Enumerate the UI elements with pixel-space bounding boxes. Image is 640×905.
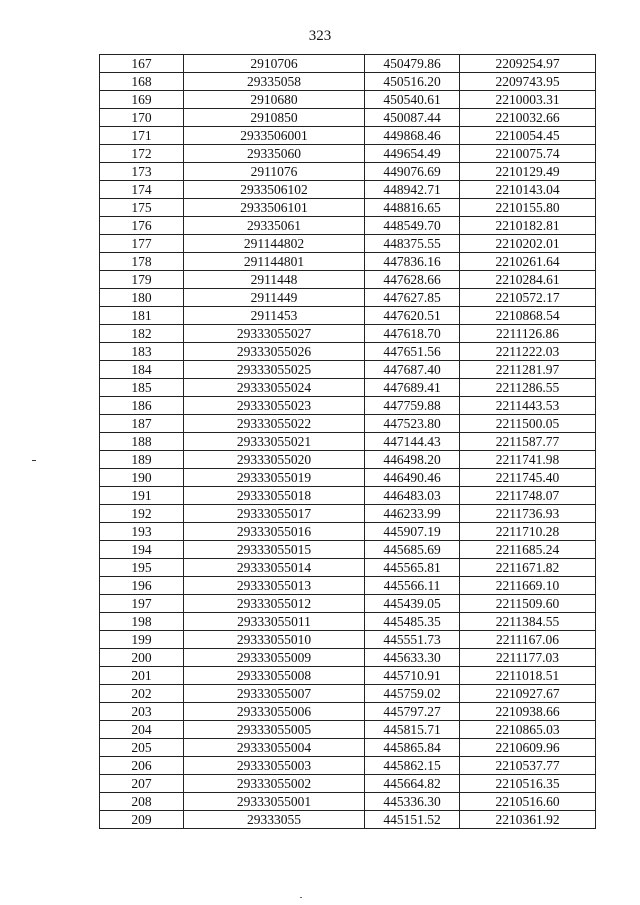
- x-coordinate-cell: 445151.52: [365, 811, 460, 829]
- x-coordinate-cell: 446498.20: [365, 451, 460, 469]
- x-coordinate-cell: 445485.35: [365, 613, 460, 631]
- point-id-cell: 29333055006: [184, 703, 365, 721]
- point-id-cell: 2910680: [184, 91, 365, 109]
- point-id-cell: 29333055002: [184, 775, 365, 793]
- row-index-cell: 168: [100, 73, 184, 91]
- point-id-cell: 29333055008: [184, 667, 365, 685]
- point-id-cell: 29333055026: [184, 343, 365, 361]
- x-coordinate-cell: 447689.41: [365, 379, 460, 397]
- point-id-cell: 29333055019: [184, 469, 365, 487]
- y-coordinate-cell: 2211587.77: [460, 433, 596, 451]
- row-index-cell: 202: [100, 685, 184, 703]
- row-index-cell: 183: [100, 343, 184, 361]
- y-coordinate-cell: 2211443.53: [460, 397, 596, 415]
- y-coordinate-cell: 2210868.54: [460, 307, 596, 325]
- point-id-cell: 2933506001: [184, 127, 365, 145]
- point-id-cell: 291144802: [184, 235, 365, 253]
- x-coordinate-cell: 445797.27: [365, 703, 460, 721]
- point-id-cell: 29333055012: [184, 595, 365, 613]
- x-coordinate-cell: 447144.43: [365, 433, 460, 451]
- y-coordinate-cell: 2210938.66: [460, 703, 596, 721]
- y-coordinate-cell: 2210054.45: [460, 127, 596, 145]
- point-id-cell: 29333055021: [184, 433, 365, 451]
- y-coordinate-cell: 2211745.40: [460, 469, 596, 487]
- x-coordinate-cell: 449868.46: [365, 127, 460, 145]
- y-coordinate-cell: 2211741.98: [460, 451, 596, 469]
- x-coordinate-cell: 445336.30: [365, 793, 460, 811]
- point-id-cell: 2911448: [184, 271, 365, 289]
- row-index-cell: 188: [100, 433, 184, 451]
- row-index-cell: 180: [100, 289, 184, 307]
- x-coordinate-cell: 448375.55: [365, 235, 460, 253]
- x-coordinate-cell: 449654.49: [365, 145, 460, 163]
- table-row: [100, 703, 596, 721]
- y-coordinate-cell: 2210865.03: [460, 721, 596, 739]
- y-coordinate-cell: 2211500.05: [460, 415, 596, 433]
- row-index-cell: 195: [100, 559, 184, 577]
- x-coordinate-cell: 447627.85: [365, 289, 460, 307]
- row-index-cell: 208: [100, 793, 184, 811]
- x-coordinate-cell: 445633.30: [365, 649, 460, 667]
- table-row: [100, 793, 596, 811]
- y-coordinate-cell: 2210032.66: [460, 109, 596, 127]
- table-row: [100, 55, 596, 73]
- table-row: [100, 73, 596, 91]
- y-coordinate-cell: 2210261.64: [460, 253, 596, 271]
- table-row: [100, 649, 596, 667]
- table-row: [100, 307, 596, 325]
- table-row: [100, 613, 596, 631]
- x-coordinate-cell: 445685.69: [365, 541, 460, 559]
- point-id-cell: 29333055005: [184, 721, 365, 739]
- y-coordinate-cell: 2211177.03: [460, 649, 596, 667]
- y-coordinate-cell: 2211167.06: [460, 631, 596, 649]
- point-id-cell: 29335060: [184, 145, 365, 163]
- point-id-cell: 29333055017: [184, 505, 365, 523]
- x-coordinate-cell: 445565.81: [365, 559, 460, 577]
- table-row: [100, 775, 596, 793]
- row-index-cell: 199: [100, 631, 184, 649]
- y-coordinate-cell: 2211286.55: [460, 379, 596, 397]
- table-row: [100, 325, 596, 343]
- table-row: [100, 217, 596, 235]
- point-id-cell: 29335058: [184, 73, 365, 91]
- row-index-cell: 167: [100, 55, 184, 73]
- y-coordinate-cell: 2211710.28: [460, 523, 596, 541]
- row-index-cell: 200: [100, 649, 184, 667]
- x-coordinate-cell: 445439.05: [365, 595, 460, 613]
- y-coordinate-cell: 2209254.97: [460, 55, 596, 73]
- row-index-cell: 194: [100, 541, 184, 559]
- row-index-cell: 169: [100, 91, 184, 109]
- y-coordinate-cell: 2210143.04: [460, 181, 596, 199]
- x-coordinate-cell: 448942.71: [365, 181, 460, 199]
- point-id-cell: 2911453: [184, 307, 365, 325]
- row-index-cell: 205: [100, 739, 184, 757]
- table-row: [100, 487, 596, 505]
- x-coordinate-cell: 447618.70: [365, 325, 460, 343]
- row-index-cell: 193: [100, 523, 184, 541]
- y-coordinate-cell: 2211509.60: [460, 595, 596, 613]
- x-coordinate-cell: 445862.15: [365, 757, 460, 775]
- row-index-cell: 189: [100, 451, 184, 469]
- y-coordinate-cell: 2211748.07: [460, 487, 596, 505]
- row-index-cell: 182: [100, 325, 184, 343]
- y-coordinate-cell: 2210537.77: [460, 757, 596, 775]
- table-row: [100, 739, 596, 757]
- y-coordinate-cell: 2210284.61: [460, 271, 596, 289]
- y-coordinate-cell: 2210129.49: [460, 163, 596, 181]
- row-index-cell: 172: [100, 145, 184, 163]
- row-index-cell: 197: [100, 595, 184, 613]
- x-coordinate-cell: 447628.66: [365, 271, 460, 289]
- point-id-cell: 29333055025: [184, 361, 365, 379]
- x-coordinate-cell: 447759.88: [365, 397, 460, 415]
- point-id-cell: 29333055004: [184, 739, 365, 757]
- table-row: [100, 163, 596, 181]
- table-row: [100, 361, 596, 379]
- row-index-cell: 171: [100, 127, 184, 145]
- x-coordinate-cell: 448549.70: [365, 217, 460, 235]
- y-coordinate-cell: 2211126.86: [460, 325, 596, 343]
- x-coordinate-cell: 446490.46: [365, 469, 460, 487]
- x-coordinate-cell: 447523.80: [365, 415, 460, 433]
- point-id-cell: 2910706: [184, 55, 365, 73]
- row-index-cell: 187: [100, 415, 184, 433]
- point-id-cell: 29335061: [184, 217, 365, 235]
- scan-speck: [300, 897, 302, 898]
- x-coordinate-cell: 446483.03: [365, 487, 460, 505]
- row-index-cell: 181: [100, 307, 184, 325]
- point-id-cell: 2933506102: [184, 181, 365, 199]
- x-coordinate-cell: 445566.11: [365, 577, 460, 595]
- table-row: [100, 559, 596, 577]
- point-id-cell: 29333055011: [184, 613, 365, 631]
- y-coordinate-cell: 2211222.03: [460, 343, 596, 361]
- x-coordinate-cell: 445710.91: [365, 667, 460, 685]
- y-coordinate-cell: 2210361.92: [460, 811, 596, 829]
- x-coordinate-cell: 447687.40: [365, 361, 460, 379]
- row-index-cell: 191: [100, 487, 184, 505]
- x-coordinate-cell: 450479.86: [365, 55, 460, 73]
- table-row: [100, 397, 596, 415]
- table-row: [100, 253, 596, 271]
- table-row: [100, 667, 596, 685]
- table-row: [100, 577, 596, 595]
- row-index-cell: 206: [100, 757, 184, 775]
- row-index-cell: 185: [100, 379, 184, 397]
- table-row: [100, 631, 596, 649]
- point-id-cell: 29333055015: [184, 541, 365, 559]
- row-index-cell: 192: [100, 505, 184, 523]
- point-id-cell: 29333055016: [184, 523, 365, 541]
- row-index-cell: 184: [100, 361, 184, 379]
- point-id-cell: 29333055020: [184, 451, 365, 469]
- table-row: [100, 721, 596, 739]
- x-coordinate-cell: 450540.61: [365, 91, 460, 109]
- table-row: [100, 523, 596, 541]
- table-row: [100, 343, 596, 361]
- row-index-cell: 190: [100, 469, 184, 487]
- point-id-cell: 291144801: [184, 253, 365, 271]
- table-row: [100, 199, 596, 217]
- y-coordinate-cell: 2211671.82: [460, 559, 596, 577]
- point-id-cell: 29333055009: [184, 649, 365, 667]
- x-coordinate-cell: 450516.20: [365, 73, 460, 91]
- y-coordinate-cell: 2210927.67: [460, 685, 596, 703]
- point-id-cell: 29333055001: [184, 793, 365, 811]
- table-row: [100, 811, 596, 829]
- y-coordinate-cell: 2210003.31: [460, 91, 596, 109]
- x-coordinate-cell: 445815.71: [365, 721, 460, 739]
- y-coordinate-cell: 2210609.96: [460, 739, 596, 757]
- table-row: [100, 685, 596, 703]
- x-coordinate-cell: 448816.65: [365, 199, 460, 217]
- table-row: [100, 271, 596, 289]
- point-id-cell: 29333055: [184, 811, 365, 829]
- y-coordinate-cell: 2211018.51: [460, 667, 596, 685]
- y-coordinate-cell: 2210075.74: [460, 145, 596, 163]
- row-index-cell: 198: [100, 613, 184, 631]
- x-coordinate-cell: 446233.99: [365, 505, 460, 523]
- y-coordinate-cell: 2211281.97: [460, 361, 596, 379]
- x-coordinate-cell: 445907.19: [365, 523, 460, 541]
- table-row: [100, 91, 596, 109]
- margin-mark: [32, 460, 36, 461]
- y-coordinate-cell: 2211685.24: [460, 541, 596, 559]
- y-coordinate-cell: 2210202.01: [460, 235, 596, 253]
- x-coordinate-cell: 445551.73: [365, 631, 460, 649]
- row-index-cell: 201: [100, 667, 184, 685]
- table-row: [100, 235, 596, 253]
- page-number: 323: [308, 28, 332, 44]
- x-coordinate-cell: 445759.02: [365, 685, 460, 703]
- y-coordinate-cell: 2210572.17: [460, 289, 596, 307]
- table-row: [100, 757, 596, 775]
- point-id-cell: 29333055014: [184, 559, 365, 577]
- y-coordinate-cell: 2210516.35: [460, 775, 596, 793]
- row-index-cell: 175: [100, 199, 184, 217]
- row-index-cell: 178: [100, 253, 184, 271]
- table-row: [100, 415, 596, 433]
- table-row: [100, 379, 596, 397]
- row-index-cell: 207: [100, 775, 184, 793]
- row-index-cell: 204: [100, 721, 184, 739]
- table-row: [100, 145, 596, 163]
- y-coordinate-cell: 2211736.93: [460, 505, 596, 523]
- x-coordinate-cell: 447836.16: [365, 253, 460, 271]
- point-id-cell: 29333055003: [184, 757, 365, 775]
- point-id-cell: 29333055013: [184, 577, 365, 595]
- table-row: [100, 181, 596, 199]
- x-coordinate-cell: 450087.44: [365, 109, 460, 127]
- y-coordinate-cell: 2209743.95: [460, 73, 596, 91]
- row-index-cell: 179: [100, 271, 184, 289]
- y-coordinate-cell: 2211384.55: [460, 613, 596, 631]
- table-row: [100, 505, 596, 523]
- point-id-cell: 29333055010: [184, 631, 365, 649]
- point-id-cell: 2911076: [184, 163, 365, 181]
- table-row: [100, 127, 596, 145]
- table-row: [100, 433, 596, 451]
- point-id-cell: 2911449: [184, 289, 365, 307]
- table-row: [100, 595, 596, 613]
- table-row: [100, 451, 596, 469]
- row-index-cell: 173: [100, 163, 184, 181]
- x-coordinate-cell: 447651.56: [365, 343, 460, 361]
- row-index-cell: 196: [100, 577, 184, 595]
- point-id-cell: 29333055024: [184, 379, 365, 397]
- point-id-cell: 29333055023: [184, 397, 365, 415]
- x-coordinate-cell: 447620.51: [365, 307, 460, 325]
- table-row: [100, 469, 596, 487]
- x-coordinate-cell: 445865.84: [365, 739, 460, 757]
- table-row: [100, 289, 596, 307]
- point-id-cell: 2910850: [184, 109, 365, 127]
- x-coordinate-cell: 449076.69: [365, 163, 460, 181]
- coordinates-table-body: [100, 55, 596, 829]
- point-id-cell: 29333055018: [184, 487, 365, 505]
- row-index-cell: 170: [100, 109, 184, 127]
- row-index-cell: 209: [100, 811, 184, 829]
- row-index-cell: 176: [100, 217, 184, 235]
- point-id-cell: 29333055027: [184, 325, 365, 343]
- y-coordinate-cell: 2210182.81: [460, 217, 596, 235]
- y-coordinate-cell: 2211669.10: [460, 577, 596, 595]
- row-index-cell: 174: [100, 181, 184, 199]
- y-coordinate-cell: 2210155.80: [460, 199, 596, 217]
- point-id-cell: 29333055022: [184, 415, 365, 433]
- row-index-cell: 177: [100, 235, 184, 253]
- table-row: [100, 541, 596, 559]
- row-index-cell: 186: [100, 397, 184, 415]
- row-index-cell: 203: [100, 703, 184, 721]
- table-row: [100, 109, 596, 127]
- y-coordinate-cell: 2210516.60: [460, 793, 596, 811]
- coordinates-table: [99, 54, 596, 829]
- point-id-cell: 29333055007: [184, 685, 365, 703]
- x-coordinate-cell: 445664.82: [365, 775, 460, 793]
- point-id-cell: 2933506101: [184, 199, 365, 217]
